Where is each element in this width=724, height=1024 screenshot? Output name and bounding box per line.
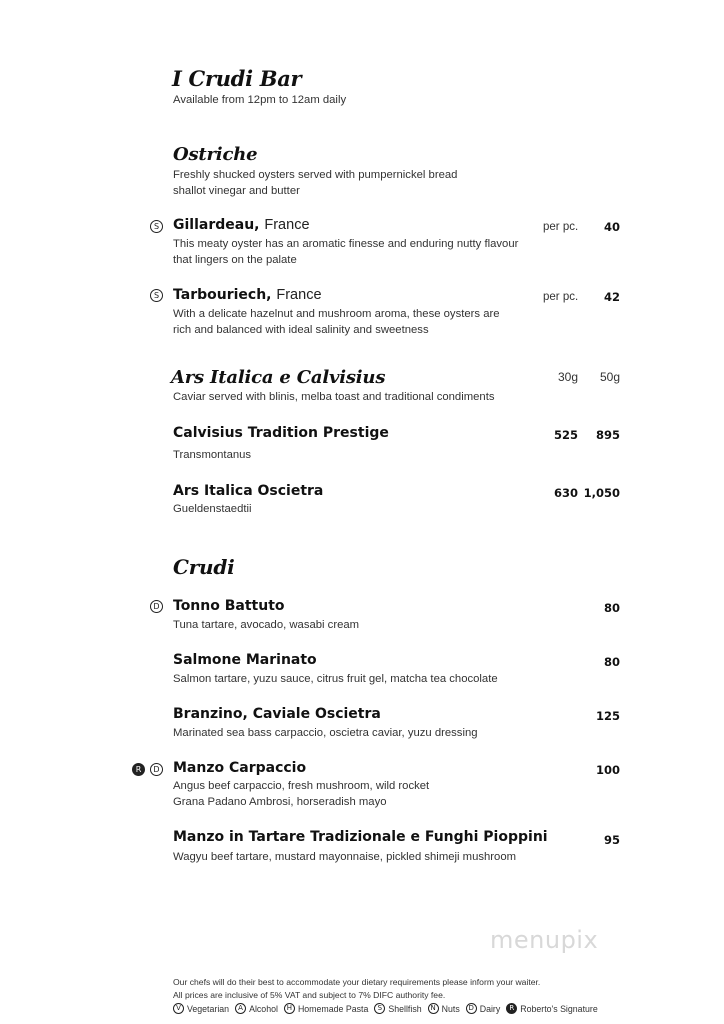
item-desc-line1: Salmon tartare, yuzu sauce, citrus fruit gel, matcha tea chocolate	[173, 673, 498, 685]
legend-alcohol: A Alcohol	[235, 1003, 278, 1014]
watermark: menupix	[490, 926, 599, 954]
item-desc-line2: Grana Padano Ambrosi, horseradish mayo	[173, 796, 387, 808]
legend-dairy: D Dairy	[466, 1003, 501, 1014]
legend-vegetarian: V Vegetarian	[173, 1003, 229, 1014]
item-price-30g: 525	[553, 428, 578, 442]
dairy-icon: D	[150, 763, 163, 776]
section-desc-caviar: Caviar served with blinis, melba toast and traditional condiments	[173, 391, 495, 403]
item-price-50g: 1,050	[583, 486, 620, 500]
section-title-caviar: Ars Italica e Calvisius	[171, 367, 386, 388]
item-desc-line1: Wagyu beef tartare, mustard mayonnaise, pickled shimeji mushroom	[173, 851, 517, 863]
item-price-50g: 895	[595, 428, 620, 442]
availability-note: Available from 12pm to 12am daily	[173, 94, 347, 106]
shellfish-icon: S	[150, 220, 163, 233]
legend-homemade-pasta: H Homemade Pasta	[284, 1003, 368, 1014]
item-price: 80	[603, 601, 620, 615]
item-desc-line2: that lingers on the palate	[173, 254, 297, 266]
item-name: Tonno Battuto	[173, 598, 285, 614]
legend	[173, 1003, 598, 1014]
item-name: Ars Italica Oscietra	[173, 483, 324, 499]
item-desc-line1: Marinated sea bass carpaccio, oscietra caviar, yuzu dressing	[173, 727, 478, 739]
item-name: Manzo in Tartare Tradizionale e Funghi Pioppini	[173, 829, 548, 845]
item-unit: per pc.	[543, 221, 579, 233]
item-price: 100	[595, 763, 620, 777]
item-price-30g: 630	[553, 486, 578, 500]
item-desc-line2: rich and balanced with ideal salinity and sweetness	[173, 324, 429, 336]
legend-nuts: N Nuts	[428, 1003, 460, 1014]
shellfish-icon: S	[150, 289, 163, 302]
item-name: Branzino, Caviale Oscietra	[173, 706, 381, 722]
item-price: 80	[603, 655, 620, 669]
signature-icon: R	[506, 1003, 517, 1014]
item-desc-line1: Tuna tartare, avocado, wasabi cream	[173, 619, 360, 631]
item-name: Tarbouriech, France	[173, 287, 322, 303]
legend-signature: R Roberto's Signature	[506, 1003, 597, 1014]
vegetarian-icon: V	[173, 1003, 184, 1014]
item-price: 42	[603, 290, 620, 304]
dairy-icon: D	[150, 600, 163, 613]
item-desc-line1: Angus beef carpaccio, fresh mushroom, wild rocket	[173, 780, 430, 792]
nuts-icon: N	[428, 1003, 439, 1014]
section-desc-ostriche-line1: Freshly shucked oysters served with pumpernickel bread	[173, 169, 458, 181]
signature-icon: R	[132, 763, 145, 776]
item-name: Manzo Carpaccio	[173, 760, 307, 776]
dairy-icon: D	[466, 1003, 477, 1014]
section-title-crudi: Crudi	[173, 555, 235, 579]
dietary-note: Our chefs will do their best to accommodate your dietary requirements please inform your waiter.	[173, 977, 541, 987]
item-name: Salmone Marinato	[173, 652, 317, 668]
item-desc-line1: With a delicate hazelnut and mushroom aroma, these oysters are	[173, 308, 500, 320]
item-desc-line1: This meaty oyster has an aromatic finesse and enduring nutty flavour	[173, 238, 519, 250]
legend-shellfish: S Shellfish	[374, 1003, 421, 1014]
column-header-50g: 50g	[599, 370, 620, 384]
homemade-pasta-icon: H	[284, 1003, 295, 1014]
section-desc-ostriche-line2: shallot vinegar and butter	[173, 185, 300, 197]
item-species: Gueldenstaedtii	[173, 503, 252, 515]
item-name: Gillardeau, France	[173, 217, 310, 233]
column-header-30g: 30g	[557, 370, 578, 384]
vat-note: All prices are inclusive of 5% VAT and subject to 7% DIFC authority fee.	[173, 990, 446, 1000]
item-name: Calvisius Tradition Prestige	[173, 425, 389, 441]
section-title-ostriche: Ostriche	[173, 144, 258, 165]
item-unit: per pc.	[543, 291, 579, 303]
item-price: 125	[595, 709, 620, 723]
item-price: 40	[603, 220, 620, 234]
item-price: 95	[603, 833, 620, 847]
item-species: Transmontanus	[173, 449, 252, 461]
shellfish-icon: S	[374, 1003, 385, 1014]
alcohol-icon: A	[235, 1003, 246, 1014]
page-title: I Crudi Bar	[172, 66, 302, 91]
